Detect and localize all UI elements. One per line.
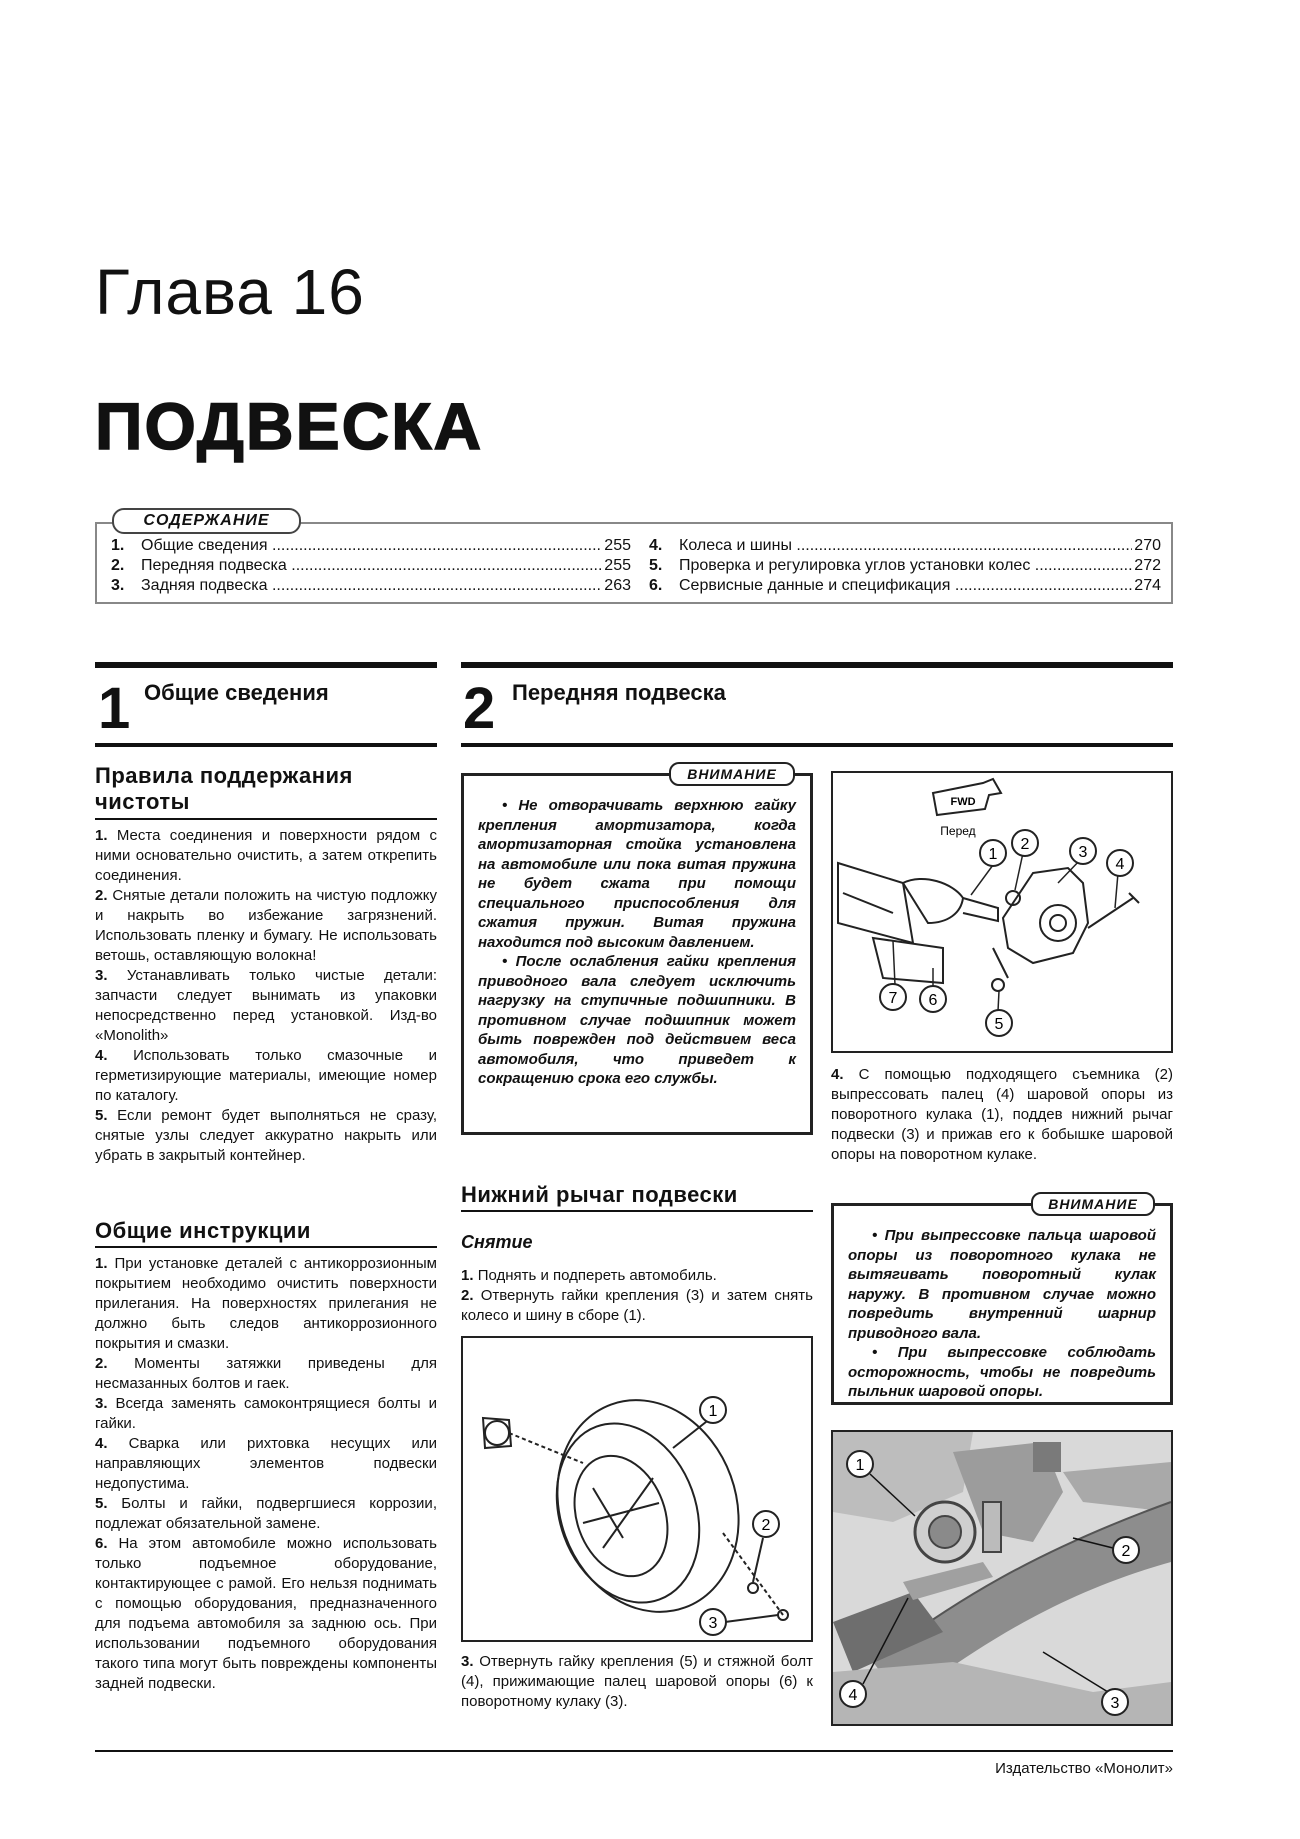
- fwd-arrow-icon: [933, 779, 1001, 815]
- svg-text:5: 5: [994, 1016, 1004, 1033]
- ball-joint-photo: [833, 1432, 1171, 1724]
- callout: [1102, 1689, 1128, 1715]
- callout: [880, 984, 906, 1010]
- section-rule: [461, 662, 1173, 668]
- callout: [986, 1010, 1012, 1036]
- list-item: 1. Места соединения и поверхности рядом с ними основательно очистить, а затем открепить соединения.: [95, 827, 437, 884]
- svg-text:FWD: FWD: [950, 796, 976, 808]
- list-item: 2. Моменты затяжки приведены для несмазанных болтов и гаек.: [95, 1355, 438, 1392]
- callout: [1113, 1537, 1139, 1563]
- section-number: 2: [463, 676, 496, 741]
- figure-wheel-removal: [461, 1336, 813, 1642]
- svg-text:6: 6: [928, 992, 938, 1009]
- callout: [920, 986, 946, 1012]
- warning-label: ВНИМАНИЕ: [1031, 1192, 1155, 1216]
- section-title: Общие сведения: [144, 680, 329, 705]
- callout: [847, 1451, 873, 1477]
- subsection-title: Общие инструкции: [95, 1218, 311, 1243]
- toc-item[interactable]: 3. Задняя подвеска ..... 263: [111, 576, 631, 596]
- warning-text: • После ослабления гайки крепления приводного вала следует исключить нагрузку на ступичные подшипники. В противном случае подшипник может быть поврежден под действием веса автомобиля, что приведет к сокращению срока его службы.: [478, 953, 796, 1087]
- svg-text:3: 3: [1078, 844, 1088, 861]
- list-item: 4. Сварка или рихтовка несущих или направляющих элементов подвески недопустима.: [95, 1435, 437, 1492]
- subsection-title: Нижний рычаг подвески: [461, 1182, 738, 1207]
- callout: [1107, 850, 1133, 876]
- toc-item[interactable]: 4. Колеса и шины ..... 270: [649, 536, 1161, 556]
- svg-text:7: 7: [888, 990, 898, 1007]
- svg-text:4: 4: [1115, 856, 1125, 873]
- page-title: ПОДВЕСКА: [95, 389, 484, 463]
- section-rule: [95, 743, 437, 747]
- cleanliness-rules: [95, 826, 437, 1166]
- toc-item[interactable]: 5. Проверка и регулировка углов установки колес ..... 272: [649, 556, 1161, 576]
- warning-box: [831, 1203, 1173, 1405]
- list-item: 5. Болты и гайки, подвергшиеся коррозии, подлежат обязательной замене.: [95, 1495, 437, 1532]
- subsection-rule: [95, 1246, 437, 1248]
- list-item: 5. Если ремонт будет выполняться не сразу, снятые узлы следует аккуратно накрыть или убрать в закрытый контейнер.: [95, 1107, 437, 1164]
- toc-right-column: [649, 536, 1161, 596]
- list-item: 2. Отвернуть гайки крепления (3) и затем снять колесо и шину в сборе (1).: [461, 1287, 813, 1324]
- callout: [753, 1511, 779, 1537]
- list-item: 3. Всегда заменять самоконтрящиеся болты и гайки.: [95, 1395, 437, 1432]
- removal-heading: Снятие: [461, 1232, 533, 1252]
- toc-item[interactable]: 1. Общие сведения ..... 255: [111, 536, 631, 556]
- general-instructions: [95, 1254, 437, 1694]
- warning-text: • При выпрессовке соблюдать осторожность, чтобы не повредить пыльник шаровой опоры.: [848, 1344, 1156, 1400]
- callout: [980, 840, 1006, 866]
- svg-text:1: 1: [708, 1403, 718, 1420]
- list-item: 6. На этом автомобиле можно использовать только подъемное оборудование, контактирующее с рамой. Его нельзя поднимать с помощью оборудования, предназначенного для подъема автомобиля за заднюю ось. При использовании подъемного оборудования такого типа могут быть повреждены компоненты задней подвески.: [95, 1535, 437, 1692]
- svg-text:2: 2: [1020, 836, 1030, 853]
- toc-item[interactable]: 6. Сервисные данные и спецификация ..... 274: [649, 576, 1161, 596]
- list-item: 4. Использовать только смазочные и герметизирующие материалы, имеющие номер по каталогу.: [95, 1047, 438, 1104]
- list-item: 1. Поднять и подпереть автомобиль.: [461, 1267, 717, 1284]
- toc-item[interactable]: 2. Передняя подвеска ..... 255: [111, 556, 631, 576]
- callout: [700, 1609, 726, 1635]
- callout: [840, 1681, 866, 1707]
- list-item: 3. Устанавливать только чистые детали: запчасти следует вынимать из упаковки непосредственно перед установкой. Изд-во «Monolith»: [95, 967, 437, 1044]
- chapter-number: Глава 16: [95, 256, 365, 328]
- svg-text:1: 1: [855, 1457, 865, 1474]
- svg-text:1: 1: [988, 846, 998, 863]
- step-3: 3. Отвернуть гайку крепления (5) и стяжной болт (4), прижимающие палец шаровой опоры (6) к поворотному кулаку (3).: [461, 1653, 814, 1710]
- step-4: 4. С помощью подходящего съемника (2) выпрессовать палец (4) шаровой опоры из поворотного кулака (1), поддев нижний рычаг подвески (3) и прижав его к бобышке шаровой опоры на поворотном кулаке.: [831, 1066, 1173, 1163]
- svg-text:3: 3: [708, 1615, 718, 1632]
- svg-text:2: 2: [761, 1517, 771, 1534]
- table-of-contents: [95, 522, 1173, 604]
- svg-text:4: 4: [848, 1687, 858, 1704]
- figure-front-suspension: [831, 771, 1173, 1053]
- section-number: 1: [98, 676, 131, 741]
- toc-left-column: [111, 536, 631, 596]
- subsection-rule: [461, 1210, 813, 1212]
- callout: [700, 1397, 726, 1423]
- callout: [1070, 838, 1096, 864]
- footer-rule: [95, 1750, 1173, 1752]
- removal-steps: [461, 1266, 813, 1326]
- subsection-title: Правила поддержания чистоты: [95, 763, 353, 814]
- subsection-rule: [95, 818, 437, 820]
- wheel-illustration: [463, 1338, 811, 1640]
- list-item: 1. При установке деталей с антикоррозионным покрытием необходимо очистить поверхности прилегания. На поверхностях прилегания не должно быть следов антикоррозионного покрытия и смазки.: [95, 1255, 437, 1352]
- callout: [1012, 830, 1038, 856]
- warning-text: • Не отворачивать верхнюю гайку крепления амортизатора, когда амортизаторная стойка установлена на автомобиле или пока витая пружина не будет сжата при помощи специального приспособления для сжатия пружин. Витая пружина находится под высоким давлением.: [478, 797, 796, 951]
- knuckle-illustration: [833, 773, 1171, 1051]
- section-rule: [95, 662, 437, 668]
- section-rule: [461, 743, 1173, 747]
- warning-text: • При выпрессовке пальца шаровой опоры из поворотного кулака не вытягивать поворотный кулак наружу. В противном случае можно повредить внутренний шарнир приводного вала.: [848, 1227, 1156, 1342]
- figure-ball-joint-removal: [831, 1430, 1173, 1726]
- front-label: Перед: [940, 824, 976, 838]
- list-item: 2. Снятые детали положить на чистую подложку и накрыть во избежание загрязнений. Использовать пленку и бумагу. Не использовать ветошь, оставляющую волокна!: [95, 887, 438, 964]
- section-title: Передняя подвеска: [512, 680, 726, 705]
- publisher-footer: Издательство «Монолит»: [995, 1760, 1173, 1777]
- warning-box: [461, 773, 813, 1135]
- warning-label: ВНИМАНИЕ: [669, 762, 795, 786]
- svg-text:2: 2: [1121, 1543, 1131, 1560]
- svg-text:3: 3: [1110, 1695, 1120, 1712]
- toc-label: СОДЕРЖАНИЕ: [112, 508, 301, 534]
